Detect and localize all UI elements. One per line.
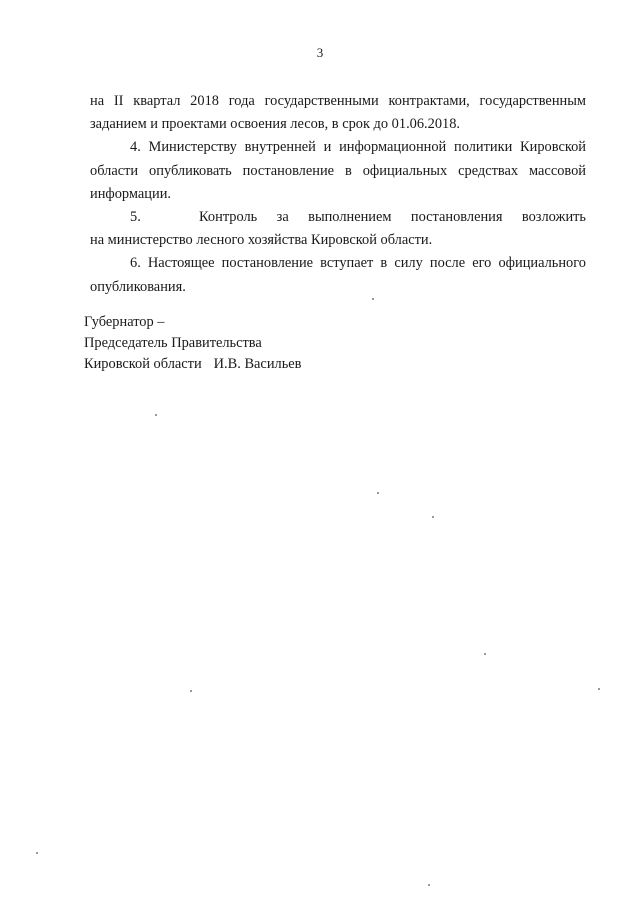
continuation-line-1: на II квартал 2018 года государственными контрактами, государственным	[90, 93, 586, 109]
scan-speck	[372, 298, 374, 300]
continuation-line-2: заданием и проектами освоения лесов, в срок до 01.06.2018.	[90, 116, 461, 133]
clause-4: 4. Министерству внутренней и информационной политики Кировской области опубликовать постановление в официальных средствах массовой информации.	[90, 139, 586, 202]
scan-speck	[36, 852, 38, 854]
clause-5-line-1: 5. Контроль за выполнением постановления возложить	[130, 209, 586, 226]
scan-speck	[428, 884, 430, 886]
signature-position: Председатель Правительства	[84, 335, 262, 352]
clause-5-line-2: на министерство лесного хозяйства Кировской области.	[90, 232, 433, 249]
scan-speck	[432, 516, 434, 518]
clause-6: 6. Настоящее постановление вступает в силу после его официального опубликования.	[90, 255, 586, 295]
signature-name: И.В. Васильев	[213, 356, 302, 373]
scan-speck	[190, 690, 192, 692]
signature-org-line	[84, 354, 301, 375]
scan-speck	[377, 492, 379, 494]
signature-org: Кировской области	[84, 356, 202, 373]
scan-speck	[484, 653, 486, 655]
scan-speck	[155, 414, 157, 416]
signature-block	[84, 312, 301, 376]
document-body	[90, 90, 586, 299]
signature-title: Губернатор –	[84, 314, 165, 330]
page-number: 3	[316, 45, 324, 60]
scan-speck	[598, 688, 600, 690]
